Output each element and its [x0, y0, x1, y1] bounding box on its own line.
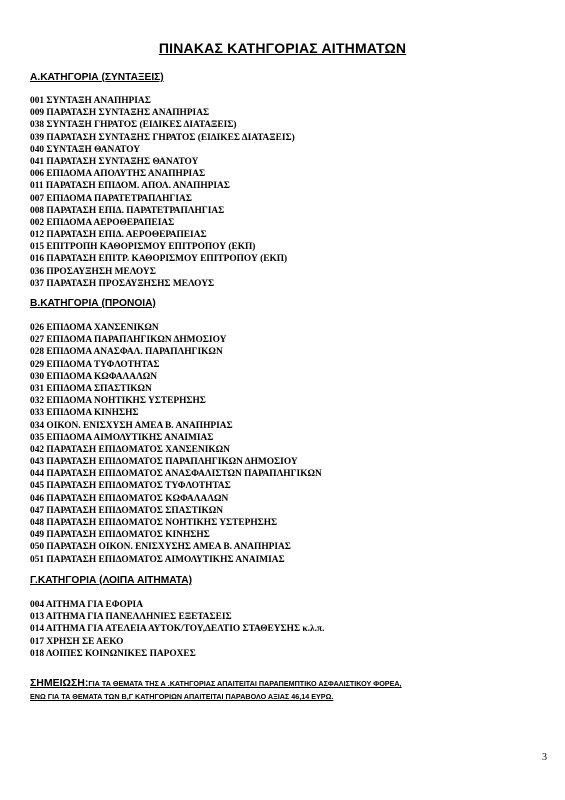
list-item: 007 ΕΠΙΔΟΜΑ ΠΑΡΑΤΕΤΡΑΠΛΗΓΙΑΣ — [30, 193, 192, 204]
list-item: 044 ΠΑΡΑΤΑΣΗ ΕΠΙΔΟΜΑΤΟΣ ΑΝΑΣΦΑΛΙΣΤΩΝ ΠΑΡΑΠΛΗΓΙΚΩΝ — [30, 469, 322, 480]
list-item: 014 ΑΙΤΗΜΑ ΓΙΑ ΑΤΕΛΕΙΑ ΑΥΤΟΚ/ΤΟΥ,ΔΕΛΤΙΟ ΣΤΑΘΕΥΣΗΣ κ.λ.π. — [30, 624, 325, 635]
list-item: 040 ΣΥΝΤΑΞΗ ΘΑΝΑΤΟΥ — [30, 144, 141, 155]
list-item: 033 ΕΠΙΔΟΜΑ ΚΙΝΗΣΗΣ — [30, 408, 139, 419]
note-text-1: ΓΙΑ ΤΑ ΘΕΜΑΤΑ ΤΗΣ Α .ΚΑΤΗΓΟΡΙΑΣ ΑΠΑΙΤΕΙΤΑΙ ΠΑΡΑΠΕΜΠΤΙΚΟ ΑΣΦΑΛΙΣΤΙΚΟΥ ΦΟΡΕΑ, — [88, 679, 402, 688]
list-item: 026 ΕΠΙΔΟΜΑ ΧΑΝΣΕΝΙΚΩΝ — [30, 323, 159, 333]
note-block — [30, 675, 402, 701]
list-item: 051 ΠΑΡΑΤΑΣΗ ΕΠΙΔΟΜΑΤΟΣ ΑΙΜΟΛΥΤΙΚΗΣ ΑΝΑΙΜΙΑΣ — [30, 554, 285, 565]
list-item: 043 ΠΑΡΑΤΑΣΗ ΕΠΙΔΟΜΑΤΟΣ ΠΑΡΑΠΛΗΓΙΚΩΝ ΔΗΜΟΣΙΟΥ — [30, 457, 298, 468]
section-b-list — [30, 322, 322, 566]
section-b-heading: Β.ΚΑΤΗΓΟΡΙΑ (ΠΡΟΝΟΙΑ) — [30, 298, 156, 309]
list-item: 016 ΠΑΡΑΤΑΣΗ ΕΠΙΤΡ. ΚΑΘΟΡΙΣΜΟΥ ΕΠΙΤΡΟΠΟΥ (ΕΚΠ) — [30, 254, 288, 265]
section-c-list — [30, 599, 324, 660]
list-item: 012 ΠΑΡΑΤΑΣΗ ΕΠΙΔ. ΑΕΡΟΘΕΡΑΠΕΙΑΣ — [30, 230, 207, 241]
list-item: 018 ΛΟΙΠΕΣ ΚΟΙΝΩΝΙΚΕΣ ΠΑΡΟΧΕΣ — [30, 648, 196, 659]
list-item: 037 ΠΑΡΑΤΑΣΗ ΠΡΟΣΑΥΞΗΣΗΣ ΜΕΛΟΥΣ — [30, 278, 215, 289]
page-number: 3 — [542, 752, 547, 763]
list-item: 013 ΑΙΤΗΜΑ ΓΙΑ ΠΑΝΕΛΛΗΝΙΕΣ ΕΞΕΤΑΣΕΙΣ — [30, 612, 232, 623]
list-item: 049 ΠΑΡΑΤΑΣΗ ΕΠΙΔΟΜΑΤΟΣ ΚΙΝΗΣΗΣ — [30, 530, 210, 541]
list-item: 046 ΠΑΡΑΤΑΣΗ ΕΠΙΔΟΜΑΤΟΣ ΚΩΦΑΛΑΛΩΝ — [30, 493, 229, 504]
list-item: 038 ΣΥΝΤΑΞΗ ΓΗΡΑΤΟΣ (ΕΙΔΙΚΕΣ ΔΙΑΤΑΞΕΙΣ) — [30, 120, 237, 131]
list-item: 011 ΠΑΡΑΤΑΣΗ ΕΠΙΔΟΜ. ΑΠΟΛ. ΑΝΑΠΗΡΙΑΣ — [30, 181, 230, 192]
list-item: 041 ΠΑΡΑΤΑΣΗ ΣΥΝΤΑΞΗΣ ΘΑΝΑΤΟΥ — [30, 156, 199, 167]
list-item: 028 ΕΠΙΔΟΜΑ ΑΝΑΣΦΑΛ. ΠΑΡΑΠΛΗΓΙΚΩΝ — [30, 347, 223, 358]
section-a-heading: Α.ΚΑΤΗΓΟΡΙΑ (ΣΥΝΤΑΞΕΙΣ) — [30, 72, 164, 83]
list-item: 036 ΠΡΟΣΑΥΞΗΣΗ ΜΕΛΟΥΣ — [30, 266, 156, 277]
list-item: 001 ΣΥΝΤΑΞΗ ΑΝΑΠΗΡΙΑΣ — [30, 96, 151, 106]
list-item: 029 ΕΠΙΔΟΜΑ ΤΥΦΛΟΤΗΤΑΣ — [30, 359, 160, 370]
list-item: 045 ΠΑΡΑΤΑΣΗ ΕΠΙΔΟΜΑΤΟΣ ΤΥΦΛΟΤΗΤΑΣ — [30, 481, 231, 492]
note-label: ΣΗΜΕΙΩΣΗ: — [30, 677, 89, 689]
page-title: ΠΙΝΑΚΑΣ ΚΑΤΗΓΟΡΙΑΣ ΑΙΤΗΜΑΤΩΝ — [158, 40, 407, 56]
section-a-list — [30, 95, 295, 290]
note-line-1 — [30, 675, 402, 688]
list-item: 039 ΠΑΡΑΤΑΣΗ ΣΥΝΤΑΞΗΣ ΓΗΡΑΤΟΣ (ΕΙΔΙΚΕΣ ΔΙΑΤΑΞΕΙΣ) — [30, 132, 295, 143]
list-item: 002 ΕΠΙΔΟΜΑ ΑΕΡΟΘΕΡΑΠΕΙΑΣ — [30, 217, 175, 228]
list-item: 047 ΠΑΡΑΤΑΣΗ ΕΠΙΔΟΜΑΤΟΣ ΣΠΑΣΤΙΚΩΝ — [30, 505, 224, 516]
list-item: 027 ΕΠΙΔΟΜΑ ΠΑΡΑΠΛΗΓΙΚΩΝ ΔΗΜΟΣΙΟΥ — [30, 335, 227, 346]
list-item: 015 ΕΠΙΤΡΟΠΗ ΚΑΘΟΡΙΣΜΟΥ ΕΠΙΤΡΟΠΟΥ (ΕΚΠ) — [30, 242, 256, 253]
list-item: 006 ΕΠΙΔΟΜΑ ΑΠΟΛΥΤΗΣ ΑΝΑΠΗΡΙΑΣ — [30, 169, 206, 180]
section-c-heading: Γ.ΚΑΤΗΓΟΡΙΑ (ΛΟΙΠΑ ΑΙΤΗΜΑΤΑ) — [30, 575, 192, 586]
list-item: 008 ΠΑΡΑΤΑΣΗ ΕΠΙΔ. ΠΑΡΑΤΕΤΡΑΠΛΗΓΙΑΣ — [30, 205, 225, 216]
list-item: 017 ΧΡΗΣΗ ΣΕ ΑΕΚΟ — [30, 636, 124, 647]
list-item: 042 ΠΑΡΑΤΑΣΗ ΕΠΙΔΟΜΑΤΟΣ ΧΑΝΣΕΝΙΚΩΝ — [30, 444, 230, 455]
list-item: 031 ΕΠΙΔΟΜΑ ΣΠΑΣΤΙΚΩΝ — [30, 383, 152, 394]
list-item: 048 ΠΑΡΑΤΑΣΗ ΕΠΙΔΟΜΑΤΟΣ ΝΟΗΤΙΚΗΣ ΥΣΤΕΡΗΣΗΣ — [30, 518, 278, 528]
list-item: 030 ΕΠΙΔΟΜΑ ΚΩΦΑΛΑΛΩΝ — [30, 371, 158, 382]
list-item: 004 ΑΙΤΗΜΑ ΓΙΑ ΕΦΟΡΙΑ — [30, 600, 143, 610]
list-item: 050 ΠΑΡΑΤΑΣΗ ΟΙΚΟΝ. ΕΝΙΣΧΥΣΗΣ ΑΜΕΑ Β. ΑΝΑΠΗΡΙΑΣ — [30, 542, 291, 553]
note-line-2 — [30, 688, 402, 701]
list-item: 009 ΠΑΡΑΤΑΣΗ ΣΥΝΤΑΞΗΣ ΑΝΑΠΗΡΙΑΣ — [30, 108, 210, 119]
list-item: 032 ΕΠΙΔΟΜΑ ΝΟΗΤΙΚΗΣ ΥΣΤΕΡΗΣΗΣ — [30, 396, 206, 407]
note-text-2: ΕΝΩ ΓΙΑ ΤΑ ΘΕΜΑΤΑ ΤΩΝ Β,Γ ΚΑΤΗΓΟΡΙΩΝ ΑΠΑΙΤΕΙΤΑΙ ΠΑΡΑΒΟΛΟ ΑΞΙΑΣ 46,14 ΕΥΡΩ. — [30, 692, 334, 701]
list-item: 034 ΟΙΚΟΝ. ΕΝΙΣΧΥΣΗ ΑΜΕΑ Β. ΑΝΑΠΗΡΙΑΣ — [30, 420, 233, 431]
list-item: 035 ΕΠΙΔΟΜΑ ΑΙΜΟΛΥΤΙΚΗΣ ΑΝΑΙΜΙΑΣ — [30, 432, 214, 443]
